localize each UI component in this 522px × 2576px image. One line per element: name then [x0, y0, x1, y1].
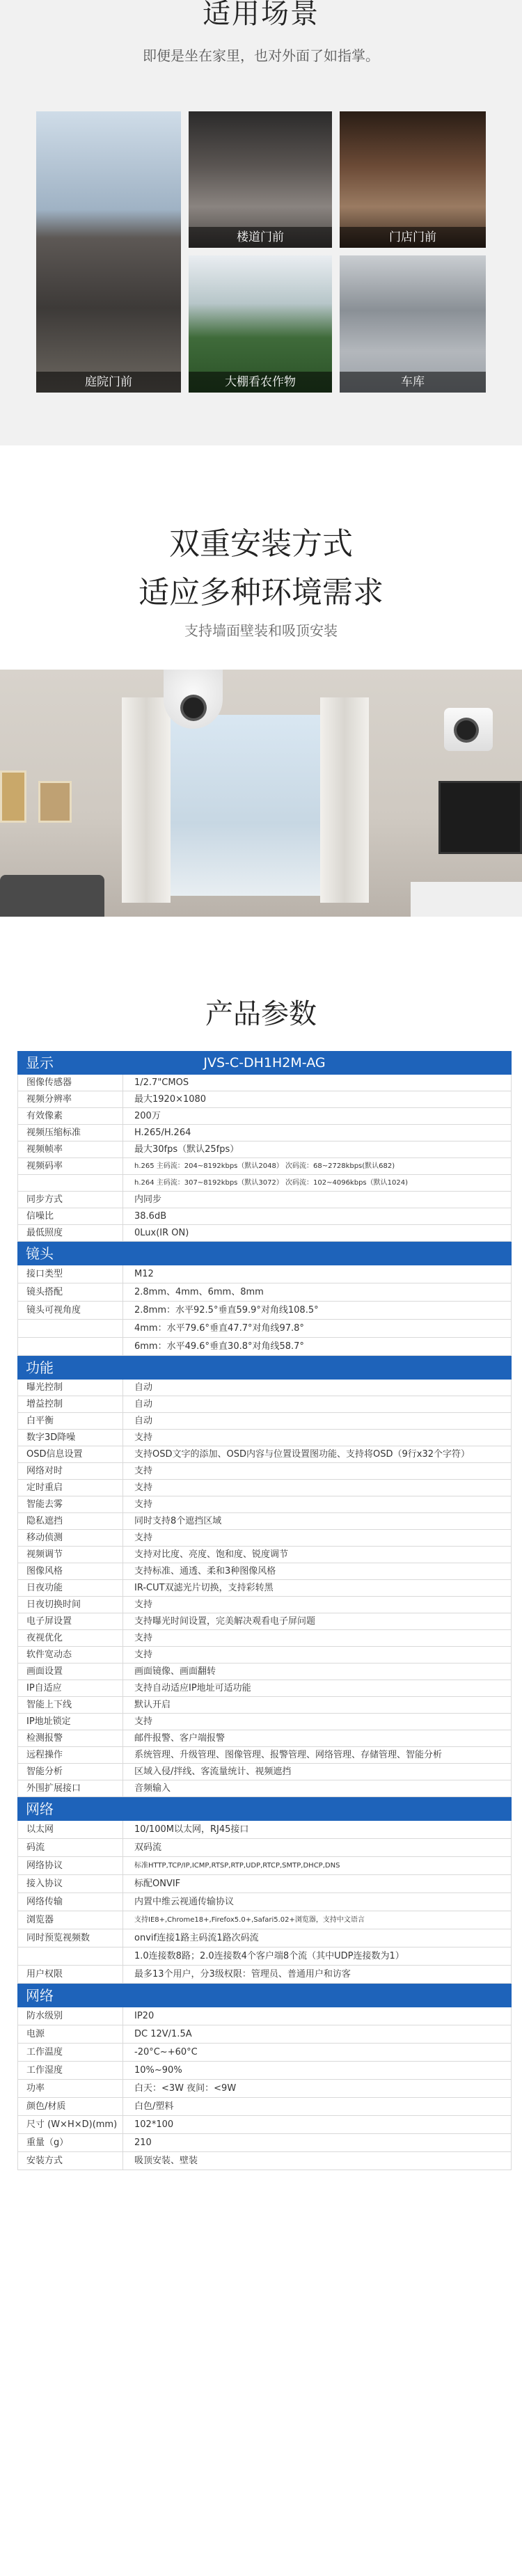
- table-row: [17, 1966, 512, 1984]
- param-name: 画面设置: [17, 1664, 123, 1680]
- television: [438, 781, 522, 854]
- param-name: 智能去雾: [17, 1496, 123, 1512]
- table-row: [17, 2080, 512, 2098]
- param-value: 38.6dB: [123, 1208, 512, 1224]
- display-rows: [17, 1075, 512, 1242]
- function-rows: [17, 1380, 512, 1797]
- table-row: [17, 1302, 512, 1320]
- param-value: h.265 主码流：204~8192kbps（默认2048） 次码流：68~2728kbps(默认682): [123, 1158, 512, 1174]
- param-name: 有效像素: [17, 1108, 123, 1124]
- table-row: [17, 1413, 512, 1430]
- tv-stand: [411, 882, 522, 917]
- table-row: [17, 1747, 512, 1764]
- scene-caption: 大棚看农作物: [189, 372, 332, 393]
- header-label: 镜头: [26, 1245, 54, 1262]
- section-header-general: [17, 1984, 512, 2007]
- table-row: [17, 1821, 512, 1839]
- param-value: 白色/塑料: [123, 2098, 512, 2115]
- table-row: [17, 1125, 512, 1141]
- curtain-left: [122, 697, 171, 903]
- param-name: 最低照度: [17, 1225, 123, 1241]
- param-name: 安装方式: [17, 2152, 123, 2170]
- param-value: 支持标准、通透、柔和3种图像风格: [123, 1563, 512, 1579]
- param-name: 视频压缩标准: [17, 1125, 123, 1141]
- param-name: OSD信息设置: [17, 1446, 123, 1462]
- table-row: [17, 1108, 512, 1125]
- param-name: 电子屏设置: [17, 1613, 123, 1629]
- params-table: [17, 1051, 512, 2170]
- param-value: 4mm：水平79.6°垂直47.7°对角线97.8°: [123, 1320, 512, 1337]
- table-row: [17, 1496, 512, 1513]
- param-value: 支持: [123, 1430, 512, 1446]
- living-room-photo: [0, 670, 522, 917]
- table-row: [17, 1513, 512, 1530]
- camera-lens-icon: [457, 720, 476, 740]
- param-name: 视频调节: [17, 1547, 123, 1563]
- table-row: [17, 1597, 512, 1613]
- scenes-subtitle: 即便是坐在家里，也对外面了如指掌。: [143, 47, 379, 64]
- param-value: 最大1920×1080: [123, 1091, 512, 1107]
- table-row: [17, 1480, 512, 1496]
- table-row: [17, 1875, 512, 1893]
- header-label: 网络: [26, 1801, 54, 1817]
- param-value: 自动: [123, 1380, 512, 1396]
- table-row: [17, 1380, 512, 1396]
- param-name: 增益控制: [17, 1396, 123, 1412]
- scene-corridor-photo: [189, 111, 332, 248]
- table-row: [17, 1463, 512, 1480]
- param-value: 最大30fps（默认25fps）: [123, 1141, 512, 1157]
- param-name: 夜视优化: [17, 1630, 123, 1646]
- param-value: 支持: [123, 1597, 512, 1613]
- param-name: [17, 1947, 123, 1965]
- table-row: [17, 1947, 512, 1966]
- sofa: [0, 875, 104, 917]
- param-name: 同时预览视频数: [17, 1929, 123, 1947]
- table-row: [17, 2116, 512, 2134]
- param-value: onvif连接1路主码流1路次码流: [123, 1929, 512, 1947]
- header-label: 功能: [26, 1359, 54, 1376]
- table-row: [17, 1613, 512, 1630]
- table-row: [17, 1664, 512, 1680]
- table-row: [17, 1158, 512, 1175]
- param-name: 定时重启: [17, 1480, 123, 1496]
- param-value: 支持: [123, 1463, 512, 1479]
- install-title-line2: 适应多种环境需求: [139, 575, 383, 610]
- table-row: [17, 1697, 512, 1714]
- table-row: [17, 1225, 512, 1242]
- param-name: IP自适应: [17, 1680, 123, 1696]
- param-value: 支持: [123, 1714, 512, 1730]
- param-value: 标配ONVIF: [123, 1875, 512, 1893]
- param-name: 日夜切换时间: [17, 1597, 123, 1613]
- param-name: 曝光控制: [17, 1380, 123, 1396]
- scenes-title: 适用场景: [203, 0, 319, 30]
- param-value: H.265/H.264: [123, 1125, 512, 1141]
- lens-rows: [17, 1265, 512, 1356]
- table-row: [17, 2025, 512, 2044]
- param-name: IP地址锁定: [17, 1714, 123, 1730]
- param-name: 外围扩展接口: [17, 1780, 123, 1796]
- param-value: h.264 主码流：307~8192kbps（默认3072） 次码流：102~4096kbps（默认1024): [123, 1175, 512, 1191]
- param-value: 支持自动适应IP地址可适功能: [123, 1680, 512, 1696]
- param-name: 隐私遮挡: [17, 1513, 123, 1529]
- table-row: [17, 1208, 512, 1225]
- curtain-right: [320, 697, 369, 903]
- table-row: [17, 1839, 512, 1857]
- param-name: 图像风格: [17, 1563, 123, 1579]
- param-name: 功率: [17, 2080, 123, 2097]
- param-name: 移动侦测: [17, 1530, 123, 1546]
- param-value: 2.8mm、4mm、6mm、8mm: [123, 1283, 512, 1301]
- param-value: DC 12V/1.5A: [123, 2025, 512, 2043]
- param-value: 邮件报警、客户端报警: [123, 1730, 512, 1746]
- param-name: 视频分辨率: [17, 1091, 123, 1107]
- param-name: 同步方式: [17, 1192, 123, 1208]
- section-header-display: [17, 1051, 512, 1075]
- scene-caption: 庭院门前: [36, 372, 181, 393]
- param-value: 标准HTTP,TCP/IP,ICMP,RTSP,RTP,UDP,RTCP,SMTP,DHCP,DNS: [123, 1857, 512, 1874]
- table-row: [17, 1547, 512, 1563]
- camera-lens-icon: [183, 697, 204, 718]
- scene-garage-photo: [340, 255, 486, 393]
- param-name: 镜头可视角度: [17, 1302, 123, 1319]
- section-header-function: [17, 1356, 512, 1380]
- param-value: 10/100M以太网，RJ45接口: [123, 1821, 512, 1838]
- scene-caption: 楼道门前: [189, 227, 332, 248]
- scene-caption: 车库: [340, 372, 486, 393]
- wall-art: [38, 781, 72, 823]
- install-subtitle: 支持墙面壁装和吸顶安装: [184, 622, 338, 639]
- param-name: 接口类型: [17, 1265, 123, 1283]
- param-value: 支持IE8+,Chrome18+,Firefox5.0+,Safari5.02+浏览器，支持中文语言: [123, 1911, 512, 1929]
- params-title: 产品参数: [205, 998, 317, 1030]
- scene-shop-photo: [340, 111, 486, 248]
- scenes-section: [0, 0, 522, 445]
- param-value: 210: [123, 2134, 512, 2151]
- table-row: [17, 1680, 512, 1697]
- param-name: 防水级别: [17, 2007, 123, 2025]
- wall-camera-icon: [444, 708, 493, 751]
- header-label: 网络: [26, 1987, 54, 2004]
- param-value: 画面镜像、画面翻转: [123, 1664, 512, 1680]
- param-name: 网络协议: [17, 1857, 123, 1874]
- param-name: 用户权限: [17, 1966, 123, 1983]
- param-name: 日夜功能: [17, 1580, 123, 1596]
- param-name: 浏览器: [17, 1911, 123, 1929]
- param-name: 接入协议: [17, 1875, 123, 1893]
- param-value: M12: [123, 1265, 512, 1283]
- section-header-lens: [17, 1242, 512, 1265]
- table-row: [17, 2007, 512, 2025]
- param-value: 10%~90%: [123, 2062, 512, 2079]
- param-value: 内同步: [123, 1192, 512, 1208]
- param-name: 远程操作: [17, 1747, 123, 1763]
- table-row: [17, 2134, 512, 2152]
- param-value: 区域入侵/拌线、客流量统计、视频遮挡: [123, 1764, 512, 1780]
- param-name: 工作温度: [17, 2044, 123, 2061]
- param-value: 内置中维云视通传输协议: [123, 1893, 512, 1911]
- table-row: [17, 1857, 512, 1875]
- param-name: [17, 1338, 123, 1355]
- table-row: [17, 1075, 512, 1091]
- param-name: 颜色/材质: [17, 2098, 123, 2115]
- param-value: 双码流: [123, 1839, 512, 1856]
- table-row: [17, 1396, 512, 1413]
- param-name: 重量（g）: [17, 2134, 123, 2151]
- param-value: 支持曝光时间设置，完美解决观看电子屏问题: [123, 1613, 512, 1629]
- table-row: [17, 1893, 512, 1911]
- param-value: 系统管理、升级管理、图像管理、报警管理、网络管理、存储管理、智能分析: [123, 1747, 512, 1763]
- header-label: 显示: [26, 1054, 54, 1071]
- table-row: [17, 1338, 512, 1356]
- param-name: 镜头搭配: [17, 1283, 123, 1301]
- param-value: 支持: [123, 1496, 512, 1512]
- param-name: 白平衡: [17, 1413, 123, 1429]
- param-value: 最多13个用户，分3级权限：管理员、普通用户和访客: [123, 1966, 512, 1983]
- param-value: 自动: [123, 1413, 512, 1429]
- section-header-network: [17, 1797, 512, 1821]
- param-value: 默认开启: [123, 1697, 512, 1713]
- param-name: 网络对时: [17, 1463, 123, 1479]
- param-name: [17, 1320, 123, 1337]
- param-value: 0Lux(IR ON): [123, 1225, 512, 1241]
- param-value: 支持: [123, 1647, 512, 1663]
- param-value: 2.8mm：水平92.5°垂直59.9°对角线108.5°: [123, 1302, 512, 1319]
- param-name: 电源: [17, 2025, 123, 2043]
- table-row: [17, 1580, 512, 1597]
- table-row: [17, 1764, 512, 1780]
- table-row: [17, 1320, 512, 1338]
- param-value: 吸顶安装、壁装: [123, 2152, 512, 2170]
- table-row: [17, 1141, 512, 1158]
- table-row: [17, 1192, 512, 1208]
- table-row: [17, 1091, 512, 1108]
- table-row: [17, 2152, 512, 2170]
- param-value: IP20: [123, 2007, 512, 2025]
- param-value: 白天：<3W 夜间：<9W: [123, 2080, 512, 2097]
- scene-caption: 门店门前: [340, 227, 486, 248]
- param-value: 支持: [123, 1630, 512, 1646]
- param-value: 音频输入: [123, 1780, 512, 1796]
- param-value: 支持OSD文字的添加、OSD内容与位置设置图功能、支持将OSD（9行x32个字符）: [123, 1446, 512, 1462]
- param-name: 网络传输: [17, 1893, 123, 1911]
- table-row: [17, 2062, 512, 2080]
- table-row: [17, 1283, 512, 1302]
- table-row: [17, 1929, 512, 1947]
- param-value: 同时支持8个遮挡区域: [123, 1513, 512, 1529]
- table-row: [17, 1647, 512, 1664]
- param-value: IR-CUT双滤光片切换，支持彩转黑: [123, 1580, 512, 1596]
- param-name: 工作湿度: [17, 2062, 123, 2079]
- param-name: 信噪比: [17, 1208, 123, 1224]
- table-row: [17, 1563, 512, 1580]
- install-title-line1: 双重安装方式: [169, 526, 353, 562]
- table-row: [17, 2098, 512, 2116]
- param-name: 视频码率: [17, 1158, 123, 1174]
- param-name: 图像传感器: [17, 1075, 123, 1091]
- param-name: 检测报警: [17, 1730, 123, 1746]
- table-row: [17, 1780, 512, 1797]
- general-rows: [17, 2007, 512, 2170]
- param-value: 支持对比度、亮度、饱和度、锐度调节: [123, 1547, 512, 1563]
- table-row: [17, 1175, 512, 1192]
- table-row: [17, 1730, 512, 1747]
- param-name: [17, 1175, 123, 1191]
- window: [150, 715, 338, 896]
- scene-courtyard-photo: [36, 111, 181, 393]
- param-value: 200万: [123, 1108, 512, 1124]
- param-value: 1/2.7"CMOS: [123, 1075, 512, 1091]
- param-value: 102*100: [123, 2116, 512, 2133]
- param-name: 数字3D降噪: [17, 1430, 123, 1446]
- param-value: -20°C~+60°C: [123, 2044, 512, 2061]
- table-row: [17, 1430, 512, 1446]
- network-rows: [17, 1821, 512, 1984]
- param-name: 码流: [17, 1839, 123, 1856]
- param-name: 智能上下线: [17, 1697, 123, 1713]
- param-value: 6mm：水平49.6°垂直30.8°对角线58.7°: [123, 1338, 512, 1355]
- table-row: [17, 2044, 512, 2062]
- param-value: 支持: [123, 1530, 512, 1546]
- table-row: [17, 1630, 512, 1647]
- table-row: [17, 1530, 512, 1547]
- model-number: JVS-C-DH1H2M-AG: [203, 1055, 326, 1070]
- param-name: 视频帧率: [17, 1141, 123, 1157]
- wall-art: [0, 771, 26, 823]
- ceiling-camera-icon: [164, 670, 223, 729]
- param-value: 1.0连接数8路；2.0连接数4个客户端8个流（其中UDP连接数为1）: [123, 1947, 512, 1965]
- param-name: 智能分析: [17, 1764, 123, 1780]
- param-name: 以太网: [17, 1821, 123, 1838]
- param-name: 尺寸 (W×H×D)(mm): [17, 2116, 123, 2133]
- table-row: [17, 1446, 512, 1463]
- param-value: 支持: [123, 1480, 512, 1496]
- scene-greenhouse-photo: [189, 255, 332, 393]
- table-row: [17, 1714, 512, 1730]
- table-row: [17, 1911, 512, 1929]
- table-row: [17, 1265, 512, 1283]
- param-value: 自动: [123, 1396, 512, 1412]
- param-name: 软件宽动态: [17, 1647, 123, 1663]
